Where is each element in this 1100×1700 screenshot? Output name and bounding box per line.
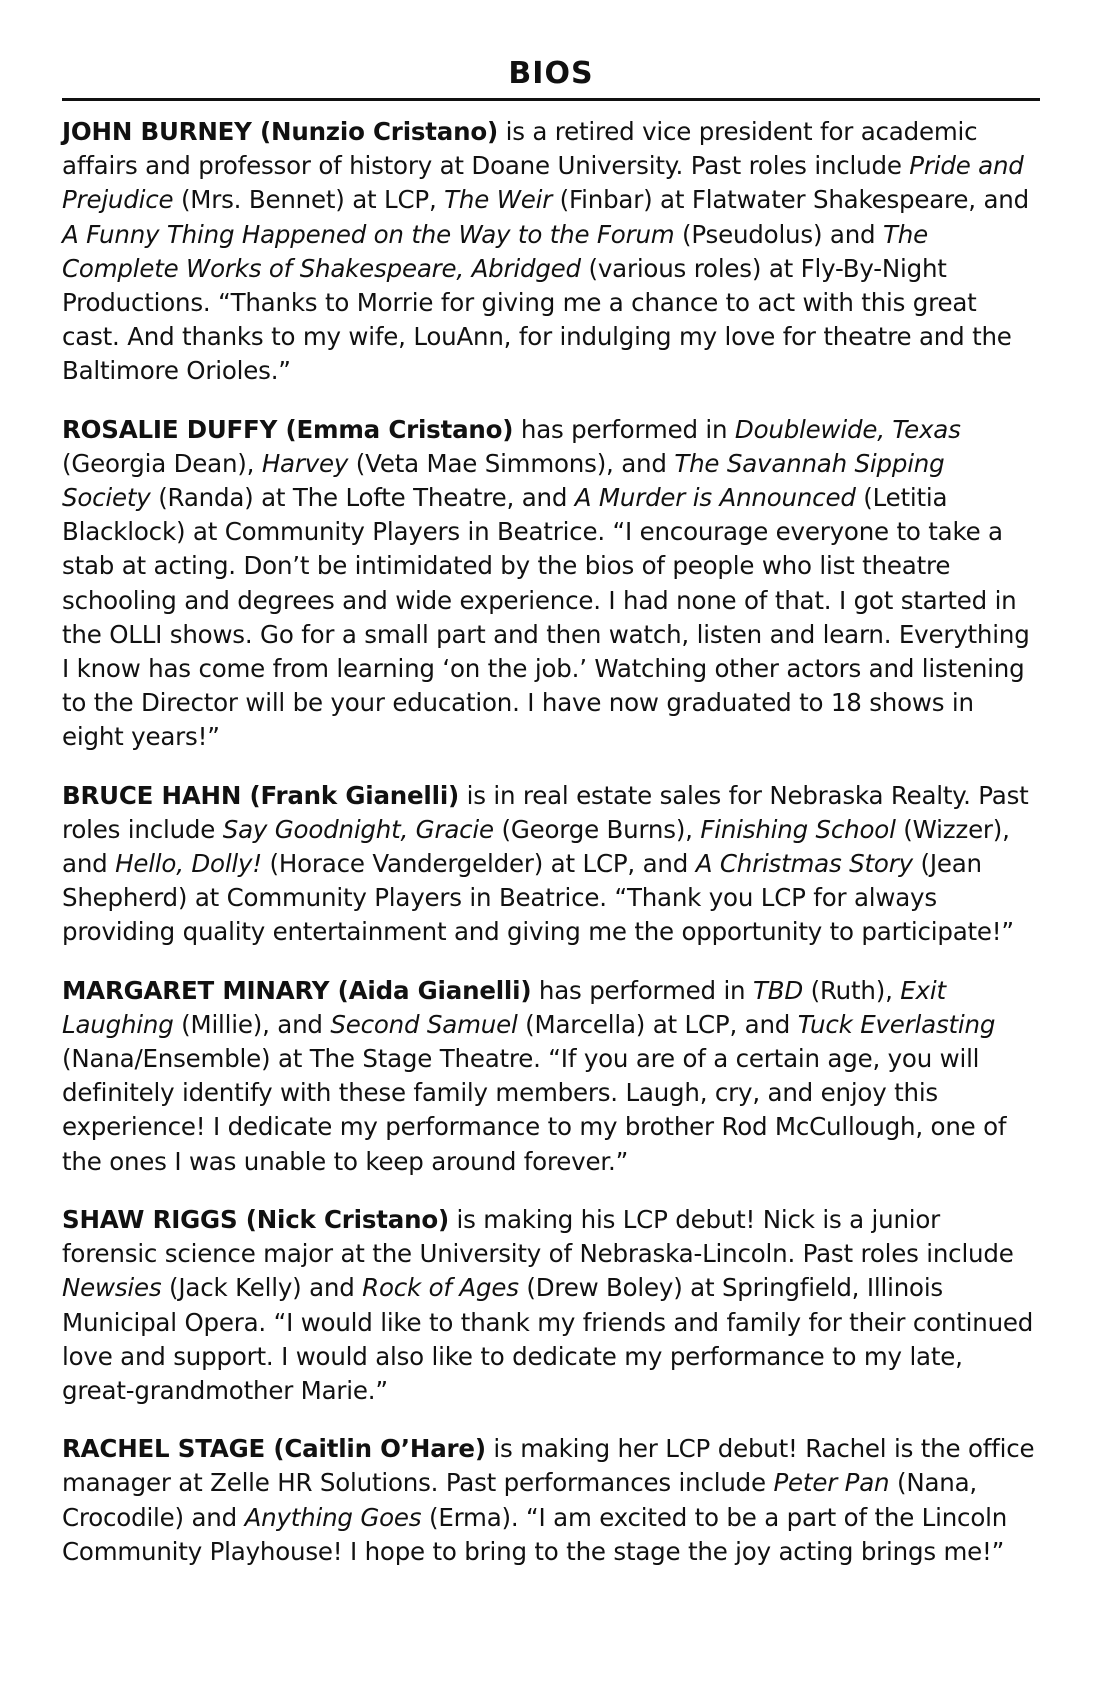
bio-text: (Jean Shepherd) at Community Players in Beatrice. “Thank you LCP for always providing quality entertainment and giving me the opportunity to participate!” [62,849,1014,947]
bio-work-title: Exit Laughing [62,975,946,1039]
bio-text: (George Burns), [493,814,701,844]
bio-text: (Nana, Crocodile) and [62,1468,978,1532]
bio-text: (Nana/Ensemble) at The Stage Theatre. “If you are of a certain age, you will definitely identify with these family members. Laugh, cry, and enjoy this experience! I dedicate my performance to my brother Rod McCullough, one of the ones I was unable to keep around forever.” [62,1044,1007,1176]
page-title: BIOS [508,56,594,91]
bio-text: (Drew Boley) at Springfield, Illinois Municipal Opera. “I would like to thank my friends and family for their continued love and support. I would also like to dedicate my performance to my late, great-grandmother Marie.” [62,1273,1034,1405]
bio-work-title: A Christmas Story [695,849,913,879]
bio-text: (Veta Mae Simmons), and [348,448,675,478]
bio-text: (various roles) at Fly-By-Night Productions. “Thanks to Morrie for giving me a chance to act with this great cast. And thanks to my wife, LouAnn, for indulging my love for theatre and the Baltimore Orioles.” [62,253,1012,386]
bio-work-title: Second Samuel [330,1009,518,1039]
bio-text: (Horace Vandergelder) at LCP, and [261,849,696,879]
bio-text: (Millie), and [173,1009,331,1039]
bio-work-title: Anything Goes [244,1502,422,1532]
bio-text: (Georgia Dean), [62,448,262,478]
bio-paragraph [62,974,1040,1179]
bio-work-title: Say Goodnight, Gracie [222,814,494,844]
bio-paragraph [62,779,1040,950]
bio-work-title: The Savannah Sipping Society [62,448,945,513]
bio-name: RACHEL STAGE (Caitlin O’Hare) [62,1434,486,1464]
bio-work-title: Hello, Dolly! [115,849,262,879]
bio-work-title: A Murder is Announced [574,483,856,513]
bio-text: is making her LCP debut! Rachel is the office manager at Zelle HR Solutions. Past performances include [62,1434,1035,1498]
title-divider [62,98,1040,101]
bio-name: BRUCE HAHN (Frank Gianelli) [62,780,460,810]
bio-work-title: Newsies [62,1273,162,1303]
bio-paragraph [62,115,1040,389]
bio-work-title: The Complete Works of Shakespeare, Abridged [62,219,928,283]
bio-text: (Mrs. Bennet) at LCP, [173,185,445,215]
bio-name: ROSALIE DUFFY (Emma Cristano) [62,414,514,444]
bio-work-title: Tuck Everlasting [797,1009,996,1039]
bio-text: (Pseudolus) and [674,219,883,249]
bio-work-title: Pride and Prejudice [62,151,1024,215]
bio-text: (Randa) at The Lofte Theatre, and [150,483,575,513]
bio-text: (Jack Kelly) and [161,1273,363,1303]
bio-text: (Wizzer), and [62,814,1010,879]
bio-text: is making his LCP debut! Nick is a junior forensic science major at the University of Nebraska-Lincoln. Past roles include [62,1204,1014,1269]
bio-text: (Finbar) at Flatwater Shakespeare, and [552,185,1029,215]
bio-paragraph [62,1432,1040,1569]
bio-work-title: Finishing School [700,814,896,844]
bio-text: has performed in [513,414,735,444]
bio-text: (Ruth), [803,975,901,1005]
bio-work-title: Peter Pan [773,1468,890,1498]
bio-name: SHAW RIGGS (Nick Cristano) [62,1204,449,1234]
bio-text: is in real estate sales for Nebraska Realty. Past roles include [62,780,1029,844]
bio-work-title: Doublewide, Texas [734,414,961,444]
bio-name: MARGARET MINARY (Aida Gianelli) [62,975,532,1005]
bios-page [62,56,1040,1593]
bio-work-title: The Weir [444,185,553,215]
bio-text: is a retired vice president for academic affairs and professor of history at Doane University. Past roles include [62,117,978,181]
bio-text: (Erma). “I am excited to be a part of the Lincoln Community Playhouse! I hope to bring to the stage the joy acting brings me!” [62,1502,1008,1566]
bio-work-title: Rock of Ages [362,1273,519,1303]
bio-work-title: Harvey [261,448,349,478]
bio-work-title: TBD [752,975,804,1005]
bio-work-title: A Funny Thing Happened on the Way to the Forum [62,219,675,249]
bio-text: has performed in [531,975,753,1005]
bio-text: (Letitia Blacklock) at Community Players in Beatrice. “I encourage everyone to take a stab at acting. Don’t be intimidated by the bios of people who list theatre schooling and degrees and wide experience. I had none of that. I got started in the OLLI shows. Go for a small part and then watch, listen and learn. Everything I know has come from learning ‘on the job.’ Watching other actors and listening to the Director will be your education. I have now graduated to 18 shows in eight years!” [62,483,1030,752]
bio-paragraph [62,1203,1040,1408]
bios-list [62,115,1040,1569]
bio-name: JOHN BURNEY (Nunzio Cristano) [62,117,498,146]
bio-text: (Marcella) at LCP, and [517,1009,798,1039]
bio-paragraph [62,413,1040,755]
